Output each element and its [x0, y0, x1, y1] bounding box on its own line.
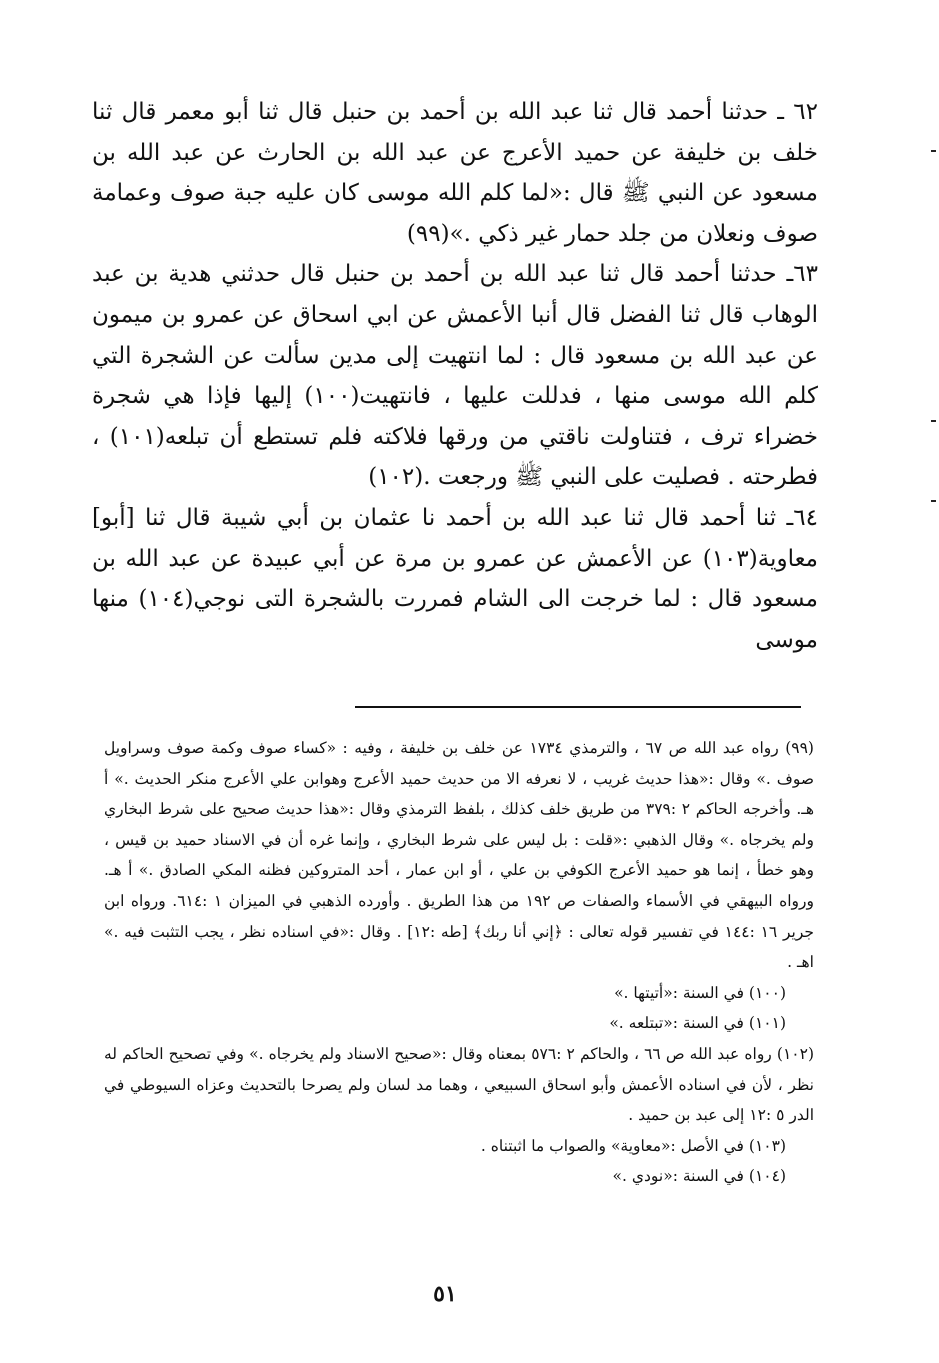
- hadith-62: ٦٢ ـ حدثنا أحمد قال ثنا عبد الله بن أحمد بن حنبل قال ثنا أبو معمر قال ثنا خلف بن خليفة عن حميد الأعرج عن عبد الله بن الحارث عن عبد الله بن مسعود عن النبي ﷺ قال :«لما كلم الله موسى كان عليه جبة صوف وعمامة صوف ونعلان من جلد حمار غير ذكي .»(٩٩): [92, 99, 818, 247]
- hadith-63: ٦٣ـ حدثنا أحمد قال ثنا عبد الله بن أحمد بن حنبل قال حدثني هدية بن عبد الوهاب قال ثنا الفضل قال أنبا الأعمش عن ابي اسحاق عن عمرو بن ميمون عن عبد الله بن مسعود قال : لما انتهيت إلى مدين سألت عن الشجرة التي كلم الله موسى منها ، فدللت عليها ، فانتهيت(١٠٠) إليها فإذا هي شجرة خضراء ترف ، فتناولت ناقتي من ورقها فلاكته فلم تستطع أن تبلعه(١٠١) ، فطرحته . فصليت على النبي ﷺ ورجعت .(١٠٢): [92, 261, 818, 491]
- footnote-100: (١٠٠) في السنة :«أتيتها .»: [614, 983, 786, 1002]
- footnote-102: (١٠٢) رواه عبد الله ص ٦٦ ، والحاكم ٢ :٥٧٦ بمعناه وقال :«صحيح الاسناد ولم يخرجاه .» وفي تصحيح الحاكم له نظر ، لأن في اسناده الأعمش وأبو اسحاق السبيعي ، وهما مد لسان ولم يصرحا بالتحديث وعزاه السيوطي في الدر ٥ :١٢ إلى عبد بن حميد .: [104, 1044, 814, 1125]
- margin-mark-middle: [931, 420, 936, 422]
- footnote-104: (١٠٤) في السنة :«نودي .»: [612, 1167, 786, 1186]
- margin-mark-lower: [931, 500, 936, 502]
- footnote-99: (٩٩) رواه عبد الله ص ٦٧ ، والترمذي ١٧٣٤ عن خلف بن خليفة ، وفيه : «كساء صوف وكمة صوف وسراويل صوف .» وقال :«هذا حديث غريب ، لا نعرفه الا من حديث حميد الأعرج وهوابن علي الأعرج منكر الحديث .» أ هـ. وأخرجه الحاكم ٢ :٣٧٩ من طريق خلف كذلك ، بلفظ الترمذي وقال :«هذا حديث صحيح على شرط البخاري ولم يخرجاه .» وقال الذهبي :«قلت : بل ليس على شرط البخاري ، وإنما غره أن في الاسناد حميد بن قيس ، وهو خطأ ، إنما هو حميد الأعرج الكوفي بن علي ، أو ابن عمار ، أحد المتروكين فظنه المكي الصادق .» أ هـ. ورواه البيهقي في الأسماء والصفات ص ١٩٢ من هذا الطريق . وأورده الذهبي في الميزان ١ :٦١٤. ورواه ابن جرير ١٦ :١٤٤ في تفسير قوله تعالى : ﴿إني أنا ربك﴾ [طه :١٢] . وقال :«في اسناده نظر ، يجب التثبت فيه .» اهـ .: [104, 739, 815, 972]
- margin-mark-top: [931, 150, 936, 152]
- footnotes-block: [104, 733, 814, 1192]
- footnote-separator: [355, 706, 801, 708]
- footnote-103: (١٠٣) في الأصل :«معاوية» والصواب ما اثبتناه .: [480, 1136, 786, 1155]
- main-text-block: [92, 92, 818, 660]
- page-number: ٥١: [433, 1281, 457, 1307]
- hadith-64: ٦٤ـ ثنا أحمد قال ثنا عبد الله بن أحمد نا عثمان بن أبي شيبة قال ثنا [أبو] معاوية(١٠٣) عن الأعمش عن عمرو بن مرة عن أبي عبيدة عن عبد الله بن مسعود قال : لما خرجت الى الشام فمررت بالشجرة التى نوجي(١٠٤) منها موسى: [92, 504, 819, 653]
- footnote-101: (١٠١) في السنة :«تبتلعه .»: [609, 1014, 786, 1033]
